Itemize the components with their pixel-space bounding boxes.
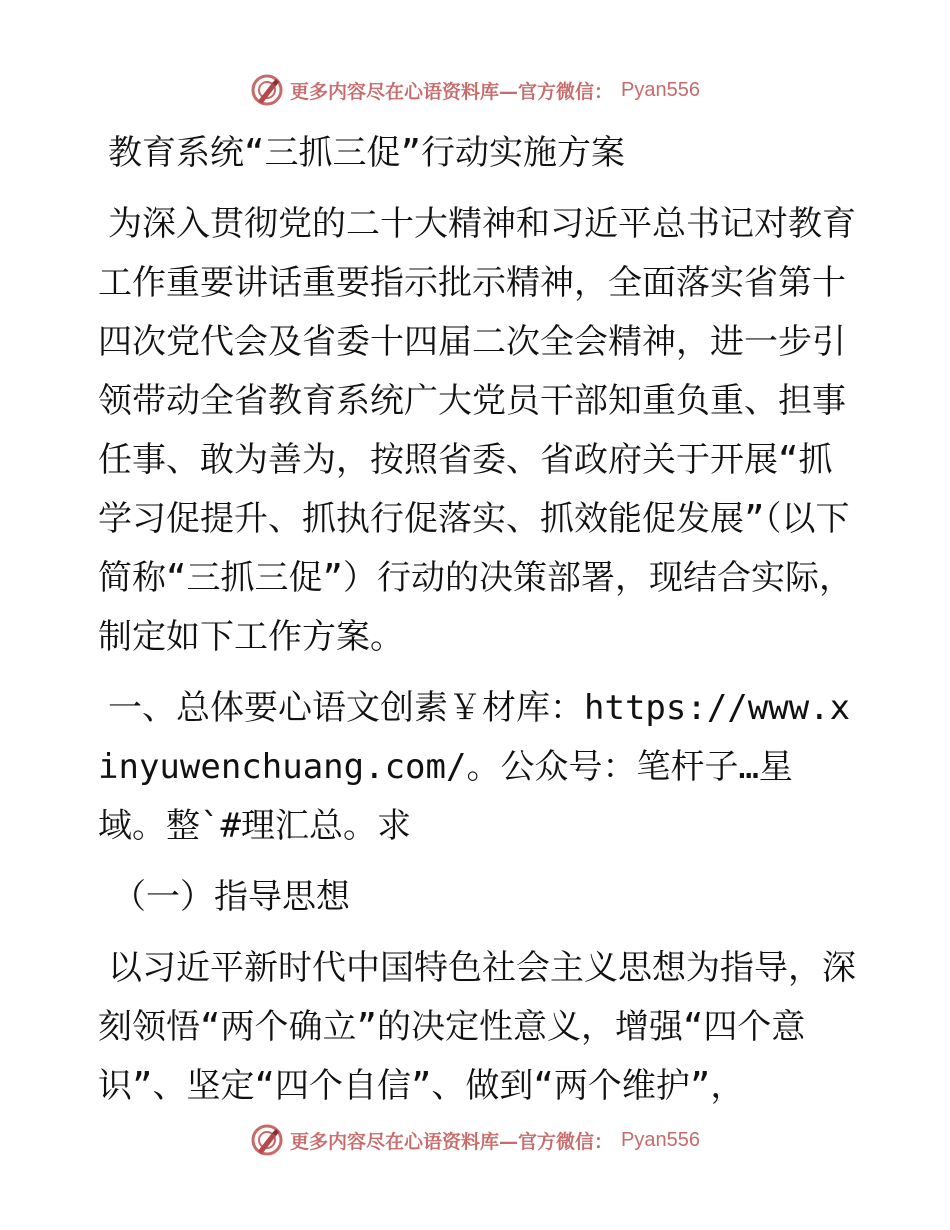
section1-heading (98, 679, 858, 856)
banner-account: Pyan556 (621, 78, 700, 101)
header-watermark-banner (0, 70, 950, 110)
banner-text: 更多内容尽在心语资料库—官方微信： (290, 80, 614, 103)
footer-watermark-banner (0, 1120, 950, 1160)
document-body (98, 118, 858, 1116)
footer-banner-inner (250, 1123, 700, 1157)
intro-text: 为深入贯彻党的二十大精神和习近平总书记对教育工作重要讲话重要指示批示精神，全面落实省第十四次党代会及省委十四届二次全会精神，进一步引领带动全省教育系统广大党员干部知重负重、担事任事、敢为善为，按照省委、省政府关于开展“抓学习促提升、抓执行促落实、抓效能促发展”（以下简称“三抓三促”）行动的决策部署，现结合实际，制定如下工作方案。 (98, 204, 856, 657)
subsection1-paragraph (98, 939, 858, 1116)
intro-paragraph (98, 195, 858, 667)
header-banner-inner (250, 73, 700, 107)
document-title: 教育系统“三抓三促”行动实施方案 (108, 133, 625, 173)
subsection1-text: 以习近平新时代中国特色社会主义思想为指导，深刻领悟“两个确立”的决定性意义，增强“四个意识”、坚定“四个自信”、做到“两个维护”， (98, 948, 856, 1106)
pen-logo-icon (250, 1123, 284, 1157)
banner-account: Pyan556 (621, 1128, 700, 1151)
section1-heading-text: 一、总体要心语文创素￥材库：https://www.xinyuwenchuang.com/。公众号：笔杆子…星域。整`#理汇总。求 (98, 688, 851, 846)
subsection1-heading: （一）指导思想 (112, 877, 350, 917)
banner-text: 更多内容尽在心语资料库—官方微信： (290, 1130, 614, 1153)
pen-logo-icon (250, 73, 284, 107)
